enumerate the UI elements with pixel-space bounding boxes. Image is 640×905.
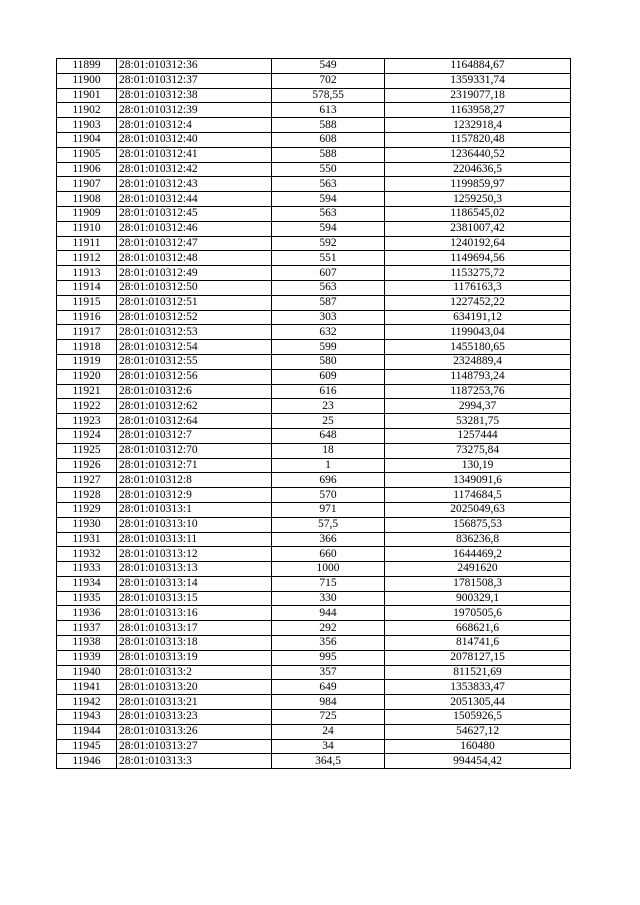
cadastral-value-cell: 1240192,64: [385, 236, 571, 251]
row-number-cell: 11909: [57, 206, 117, 221]
area-cell: 25: [272, 414, 385, 429]
table-row: [57, 665, 571, 680]
table-row: [57, 695, 571, 710]
cadastral-value-cell: 156875,53: [385, 517, 571, 532]
cadastral-value-cell: 1349091,6: [385, 473, 571, 488]
row-number-cell: 11925: [57, 443, 117, 458]
row-number-cell: 11914: [57, 280, 117, 295]
area-cell: 580: [272, 354, 385, 369]
cadastral-value-cell: 1163958,27: [385, 103, 571, 118]
cadastral-number-cell: 28:01:010313:3: [117, 754, 272, 769]
row-number-cell: 11934: [57, 576, 117, 591]
table-row: [57, 591, 571, 606]
area-cell: 632: [272, 325, 385, 340]
row-number-cell: 11904: [57, 132, 117, 147]
cadastral-value-cell: 1227452,22: [385, 295, 571, 310]
cadastral-value-cell: 1199859,97: [385, 177, 571, 192]
table-row: [57, 88, 571, 103]
cadastral-number-cell: 28:01:010312:42: [117, 162, 272, 177]
cadastral-value-cell: 1505926,5: [385, 710, 571, 725]
row-number-cell: 11932: [57, 547, 117, 562]
table-row: [57, 354, 571, 369]
table-row: [57, 147, 571, 162]
area-cell: 563: [272, 280, 385, 295]
row-number-cell: 11945: [57, 739, 117, 754]
cadastral-number-cell: 28:01:010313:13: [117, 562, 272, 577]
cadastral-number-cell: 28:01:010312:37: [117, 73, 272, 88]
cadastral-number-cell: 28:01:010312:43: [117, 177, 272, 192]
area-cell: 24: [272, 724, 385, 739]
row-number-cell: 11926: [57, 458, 117, 473]
cadastral-number-cell: 28:01:010313:20: [117, 680, 272, 695]
cadastral-value-cell: 1149694,56: [385, 251, 571, 266]
row-number-cell: 11910: [57, 221, 117, 236]
row-number-cell: 11924: [57, 428, 117, 443]
cadastral-value-cell: 1236440,52: [385, 147, 571, 162]
table-row: [57, 473, 571, 488]
cadastral-number-cell: 28:01:010312:70: [117, 443, 272, 458]
row-number-cell: 11900: [57, 73, 117, 88]
cadastral-number-cell: 28:01:010312:51: [117, 295, 272, 310]
table-row: [57, 754, 571, 769]
cadastral-number-cell: 28:01:010313:23: [117, 710, 272, 725]
row-number-cell: 11908: [57, 192, 117, 207]
area-cell: 660: [272, 547, 385, 562]
table-row: [57, 428, 571, 443]
table-row: [57, 295, 571, 310]
table-row: [57, 192, 571, 207]
cadastral-number-cell: 28:01:010312:52: [117, 310, 272, 325]
row-number-cell: 11935: [57, 591, 117, 606]
table-row: [57, 310, 571, 325]
cadastral-value-cell: 2381007,42: [385, 221, 571, 236]
cadastral-value-cell: 1153275,72: [385, 266, 571, 281]
row-number-cell: 11928: [57, 488, 117, 503]
cadastral-value-table: [56, 58, 571, 769]
row-number-cell: 11931: [57, 532, 117, 547]
cadastral-number-cell: 28:01:010312:41: [117, 147, 272, 162]
area-cell: 599: [272, 340, 385, 355]
row-number-cell: 11936: [57, 606, 117, 621]
row-number-cell: 11930: [57, 517, 117, 532]
cadastral-value-cell: 1259250,3: [385, 192, 571, 207]
cadastral-number-cell: 28:01:010312:44: [117, 192, 272, 207]
cadastral-number-cell: 28:01:010312:45: [117, 206, 272, 221]
cadastral-value-cell: 2025049,63: [385, 502, 571, 517]
cadastral-value-cell: 814741,6: [385, 636, 571, 651]
table-row: [57, 576, 571, 591]
area-cell: 549: [272, 59, 385, 74]
row-number-cell: 11915: [57, 295, 117, 310]
area-cell: 984: [272, 695, 385, 710]
area-cell: 594: [272, 221, 385, 236]
cadastral-value-cell: 2319077,18: [385, 88, 571, 103]
row-number-cell: 11937: [57, 621, 117, 636]
cadastral-number-cell: 28:01:010312:53: [117, 325, 272, 340]
cadastral-number-cell: 28:01:010313:2: [117, 665, 272, 680]
cadastral-number-cell: 28:01:010312:50: [117, 280, 272, 295]
table-row: [57, 724, 571, 739]
row-number-cell: 11933: [57, 562, 117, 577]
cadastral-number-cell: 28:01:010312:36: [117, 59, 272, 74]
table-row: [57, 384, 571, 399]
row-number-cell: 11913: [57, 266, 117, 281]
area-cell: 578,55: [272, 88, 385, 103]
row-number-cell: 11923: [57, 414, 117, 429]
area-cell: 356: [272, 636, 385, 651]
cadastral-value-cell: 1186545,02: [385, 206, 571, 221]
cadastral-number-cell: 28:01:010312:56: [117, 369, 272, 384]
cadastral-number-cell: 28:01:010313:12: [117, 547, 272, 562]
cadastral-value-cell: 1157820,48: [385, 132, 571, 147]
cadastral-number-cell: 28:01:010313:21: [117, 695, 272, 710]
area-cell: 648: [272, 428, 385, 443]
cadastral-value-cell: 2204636,5: [385, 162, 571, 177]
row-number-cell: 11912: [57, 251, 117, 266]
area-cell: 18: [272, 443, 385, 458]
area-cell: 592: [272, 236, 385, 251]
row-number-cell: 11946: [57, 754, 117, 769]
cadastral-value-cell: 160480: [385, 739, 571, 754]
cadastral-number-cell: 28:01:010312:38: [117, 88, 272, 103]
area-cell: 588: [272, 147, 385, 162]
row-number-cell: 11905: [57, 147, 117, 162]
table-row: [57, 399, 571, 414]
cadastral-value-cell: 2491620: [385, 562, 571, 577]
cadastral-number-cell: 28:01:010313:11: [117, 532, 272, 547]
cadastral-number-cell: 28:01:010312:6: [117, 384, 272, 399]
cadastral-number-cell: 28:01:010312:49: [117, 266, 272, 281]
row-number-cell: 11919: [57, 354, 117, 369]
table-row: [57, 650, 571, 665]
table-row: [57, 562, 571, 577]
table-row: [57, 488, 571, 503]
table-row: [57, 443, 571, 458]
table-row: [57, 59, 571, 74]
table-row: [57, 251, 571, 266]
table-row: [57, 177, 571, 192]
cadastral-value-cell: 1970505,6: [385, 606, 571, 621]
table-row: [57, 636, 571, 651]
cadastral-number-cell: 28:01:010312:62: [117, 399, 272, 414]
cadastral-number-cell: 28:01:010312:71: [117, 458, 272, 473]
cadastral-value-cell: 1359331,74: [385, 73, 571, 88]
table-row: [57, 73, 571, 88]
table-row: [57, 458, 571, 473]
area-cell: 995: [272, 650, 385, 665]
cadastral-value-cell: 54627,12: [385, 724, 571, 739]
table-row: [57, 606, 571, 621]
table-row: [57, 280, 571, 295]
cadastral-value-cell: 2078127,15: [385, 650, 571, 665]
cadastral-number-cell: 28:01:010313:1: [117, 502, 272, 517]
table-row: [57, 680, 571, 695]
cadastral-number-cell: 28:01:010312:47: [117, 236, 272, 251]
area-cell: 587: [272, 295, 385, 310]
table-row: [57, 325, 571, 340]
table-row: [57, 414, 571, 429]
cadastral-value-cell: 2051305,44: [385, 695, 571, 710]
area-cell: 649: [272, 680, 385, 695]
table-row: [57, 532, 571, 547]
cadastral-number-cell: 28:01:010312:55: [117, 354, 272, 369]
table-row: [57, 517, 571, 532]
area-cell: 594: [272, 192, 385, 207]
cadastral-number-cell: 28:01:010312:7: [117, 428, 272, 443]
table-row: [57, 502, 571, 517]
cadastral-value-cell: 1257444: [385, 428, 571, 443]
table-row: [57, 547, 571, 562]
area-cell: 23: [272, 399, 385, 414]
table-row: [57, 132, 571, 147]
row-number-cell: 11944: [57, 724, 117, 739]
table-row: [57, 206, 571, 221]
area-cell: 613: [272, 103, 385, 118]
cadastral-value-cell: 2324889,4: [385, 354, 571, 369]
cadastral-value-cell: 1199043,04: [385, 325, 571, 340]
cadastral-number-cell: 28:01:010313:10: [117, 517, 272, 532]
area-cell: 1000: [272, 562, 385, 577]
cadastral-number-cell: 28:01:010313:14: [117, 576, 272, 591]
row-number-cell: 11939: [57, 650, 117, 665]
cadastral-number-cell: 28:01:010313:16: [117, 606, 272, 621]
area-cell: 292: [272, 621, 385, 636]
row-number-cell: 11911: [57, 236, 117, 251]
cadastral-value-cell: 836236,8: [385, 532, 571, 547]
area-cell: 971: [272, 502, 385, 517]
area-cell: 608: [272, 132, 385, 147]
row-number-cell: 11920: [57, 369, 117, 384]
cadastral-number-cell: 28:01:010312:40: [117, 132, 272, 147]
cadastral-number-cell: 28:01:010313:15: [117, 591, 272, 606]
area-cell: 702: [272, 73, 385, 88]
cadastral-value-cell: 130,19: [385, 458, 571, 473]
cadastral-number-cell: 28:01:010313:17: [117, 621, 272, 636]
area-cell: 609: [272, 369, 385, 384]
table-row: [57, 162, 571, 177]
row-number-cell: 11942: [57, 695, 117, 710]
cadastral-value-cell: 1148793,24: [385, 369, 571, 384]
area-cell: 357: [272, 665, 385, 680]
row-number-cell: 11929: [57, 502, 117, 517]
row-number-cell: 11921: [57, 384, 117, 399]
cadastral-value-cell: 1455180,65: [385, 340, 571, 355]
row-number-cell: 11917: [57, 325, 117, 340]
area-cell: 570: [272, 488, 385, 503]
area-cell: 1: [272, 458, 385, 473]
cadastral-value-cell: 1781508,3: [385, 576, 571, 591]
area-cell: 551: [272, 251, 385, 266]
row-number-cell: 11940: [57, 665, 117, 680]
table-body: [57, 59, 571, 769]
area-cell: 563: [272, 177, 385, 192]
area-cell: 57,5: [272, 517, 385, 532]
area-cell: 330: [272, 591, 385, 606]
area-cell: 550: [272, 162, 385, 177]
area-cell: 34: [272, 739, 385, 754]
table-row: [57, 621, 571, 636]
area-cell: 303: [272, 310, 385, 325]
row-number-cell: 11941: [57, 680, 117, 695]
area-cell: 366: [272, 532, 385, 547]
cadastral-value-cell: 1644469,2: [385, 547, 571, 562]
table-row: [57, 340, 571, 355]
area-cell: 715: [272, 576, 385, 591]
area-cell: 944: [272, 606, 385, 621]
row-number-cell: 11938: [57, 636, 117, 651]
row-number-cell: 11918: [57, 340, 117, 355]
table-row: [57, 118, 571, 133]
cadastral-number-cell: 28:01:010313:18: [117, 636, 272, 651]
row-number-cell: 11901: [57, 88, 117, 103]
table-row: [57, 103, 571, 118]
area-cell: 364,5: [272, 754, 385, 769]
row-number-cell: 11922: [57, 399, 117, 414]
cadastral-value-cell: 900329,1: [385, 591, 571, 606]
area-cell: 696: [272, 473, 385, 488]
row-number-cell: 11899: [57, 59, 117, 74]
cadastral-value-cell: 53281,75: [385, 414, 571, 429]
row-number-cell: 11927: [57, 473, 117, 488]
cadastral-value-cell: 994454,42: [385, 754, 571, 769]
cadastral-number-cell: 28:01:010312:46: [117, 221, 272, 236]
cadastral-value-cell: 668621,6: [385, 621, 571, 636]
cadastral-value-cell: 1174684,5: [385, 488, 571, 503]
row-number-cell: 11916: [57, 310, 117, 325]
cadastral-number-cell: 28:01:010313:19: [117, 650, 272, 665]
cadastral-value-cell: 1187253,76: [385, 384, 571, 399]
cadastral-number-cell: 28:01:010312:39: [117, 103, 272, 118]
area-cell: 607: [272, 266, 385, 281]
cadastral-number-cell: 28:01:010313:27: [117, 739, 272, 754]
row-number-cell: 11902: [57, 103, 117, 118]
cadastral-value-cell: 1164884,67: [385, 59, 571, 74]
table-row: [57, 236, 571, 251]
area-cell: 588: [272, 118, 385, 133]
cadastral-value-cell: 634191,12: [385, 310, 571, 325]
row-number-cell: 11943: [57, 710, 117, 725]
cadastral-value-cell: 811521,69: [385, 665, 571, 680]
cadastral-number-cell: 28:01:010312:4: [117, 118, 272, 133]
table-row: [57, 710, 571, 725]
row-number-cell: 11907: [57, 177, 117, 192]
row-number-cell: 11903: [57, 118, 117, 133]
cadastral-number-cell: 28:01:010312:48: [117, 251, 272, 266]
table-row: [57, 266, 571, 281]
table-row: [57, 369, 571, 384]
area-cell: 563: [272, 206, 385, 221]
cadastral-value-cell: 1232918,4: [385, 118, 571, 133]
cadastral-number-cell: 28:01:010312:8: [117, 473, 272, 488]
cadastral-number-cell: 28:01:010312:64: [117, 414, 272, 429]
cadastral-value-cell: 2994,37: [385, 399, 571, 414]
cadastral-value-cell: 1353833,47: [385, 680, 571, 695]
row-number-cell: 11906: [57, 162, 117, 177]
cadastral-number-cell: 28:01:010313:26: [117, 724, 272, 739]
table-row: [57, 739, 571, 754]
cadastral-value-cell: 1176163,3: [385, 280, 571, 295]
cadastral-number-cell: 28:01:010312:9: [117, 488, 272, 503]
table-row: [57, 221, 571, 236]
cadastral-value-cell: 73275,84: [385, 443, 571, 458]
area-cell: 725: [272, 710, 385, 725]
cadastral-number-cell: 28:01:010312:54: [117, 340, 272, 355]
area-cell: 616: [272, 384, 385, 399]
